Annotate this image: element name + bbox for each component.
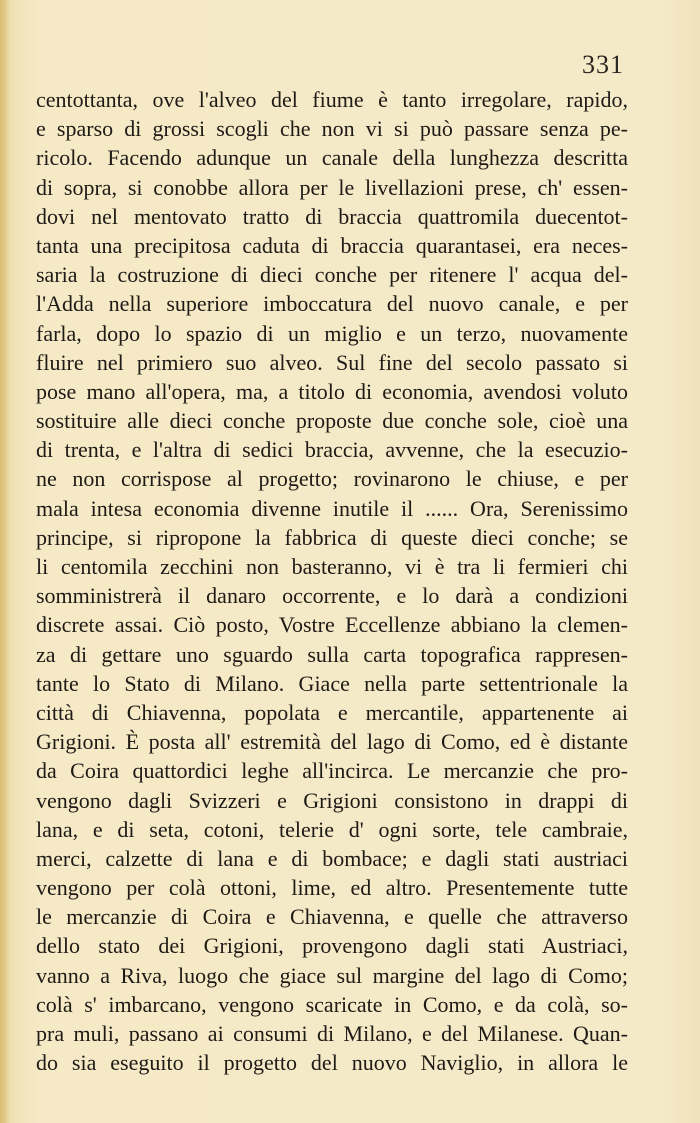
text-line: pose mano all'opera, ma, a titolo di economia, avendosi voluto [36,378,628,404]
text-line: saria la costruzione di dieci conche per ritenere l' acqua del- [36,262,628,288]
text-line: somministrerà il danaro occorrente, e lo darà a condizioni [36,583,628,609]
text-line: merci, calzette di lana e di bombace; e dagli stati austriaci [36,845,628,871]
text-line: ne non corrispose al progetto; rovinarono le chiuse, e per [36,466,628,492]
text-line: di trenta, e l'altra di sedici braccia, avvenne, che la esecuzio- [36,437,628,463]
text-line: tanta una precipitosa caduta di braccia quarantasei, era neces- [36,232,628,258]
text-line: lana, e di seta, cotoni, telerie d' ogni sorte, tele cambraie, [36,816,628,842]
body-text [36,85,628,1077]
text-line: città di Chiavenna, popolata e mercantile, appartenente ai [36,699,628,725]
text-line: principe, si ripropone la fabbrica di queste dieci conche; se [36,524,628,550]
text-line: fluire nel primiero suo alveo. Sul fine del secolo passato si [36,349,628,375]
text-line: discrete assai. Ciò posto, Vostre Eccellenze abbiano la clemen- [36,612,628,638]
page-number: 331 [582,50,624,79]
text-line: da Coira quattordici leghe all'incirca. Le mercanzie che pro- [36,758,628,784]
text-line: tante lo Stato di Milano. Giace nella parte settentrionale la [36,670,628,696]
text-line: dello stato dei Grigioni, provengono dagli stati Austriaci, [36,933,628,959]
text-line: Grigioni. È posta all' estremità del lago di Como, ed è distante [36,729,628,755]
text-line: li centomila zecchini non basteranno, vi è tra li fermieri chi [36,554,628,579]
text-line: vengono dagli Svizzeri e Grigioni consistono in drappi di [36,787,628,813]
text-line: pra muli, passano ai consumi di Milano, e del Milanese. Quan- [36,1021,628,1046]
text-line: ricolo. Facendo adunque un canale della lunghezza descritta [36,145,628,171]
text-line: l'Adda nella superiore imboccatura del nuovo canale, e per [36,291,628,317]
text-line: le mercanzie di Coira e Chiavenna, e quelle che attraverso [36,904,628,930]
page-spine-shadow [0,0,10,1123]
text-line: colà s' imbarcano, vengono scaricate in Como, e da colà, so- [36,991,628,1017]
text-line: dovi nel mentovato tratto di braccia quattromila duecentot- [36,203,628,229]
text-line: vengono per colà ottoni, lime, ed altro. Presentemente tutte [36,875,628,901]
text-line: mala intesa economia divenne inutile il ...... Ora, Serenissimo [36,495,628,521]
text-line: vanno a Riva, luogo che giace sul margine del lago di Como; [36,962,628,988]
text-line: e sparso di grossi scogli che non vi si può passare senza pe- [36,116,628,142]
text-line: do sia eseguito il progetto del nuovo Naviglio, in allora le [36,1050,628,1076]
text-line: di sopra, si conobbe allora per le livellazioni prese, ch' essen- [36,174,628,200]
text-line: farla, dopo lo spazio di un miglio e un terzo, nuovamente [36,320,628,346]
text-line: za di gettare uno sguardo sulla carta topografica rappresen- [36,641,628,667]
text-line: sostituire alle dieci conche proposte due conche sole, cioè una [36,408,628,434]
text-line: centottanta, ove l'alveo del fiume è tanto irregolare, rapido, [36,87,628,112]
